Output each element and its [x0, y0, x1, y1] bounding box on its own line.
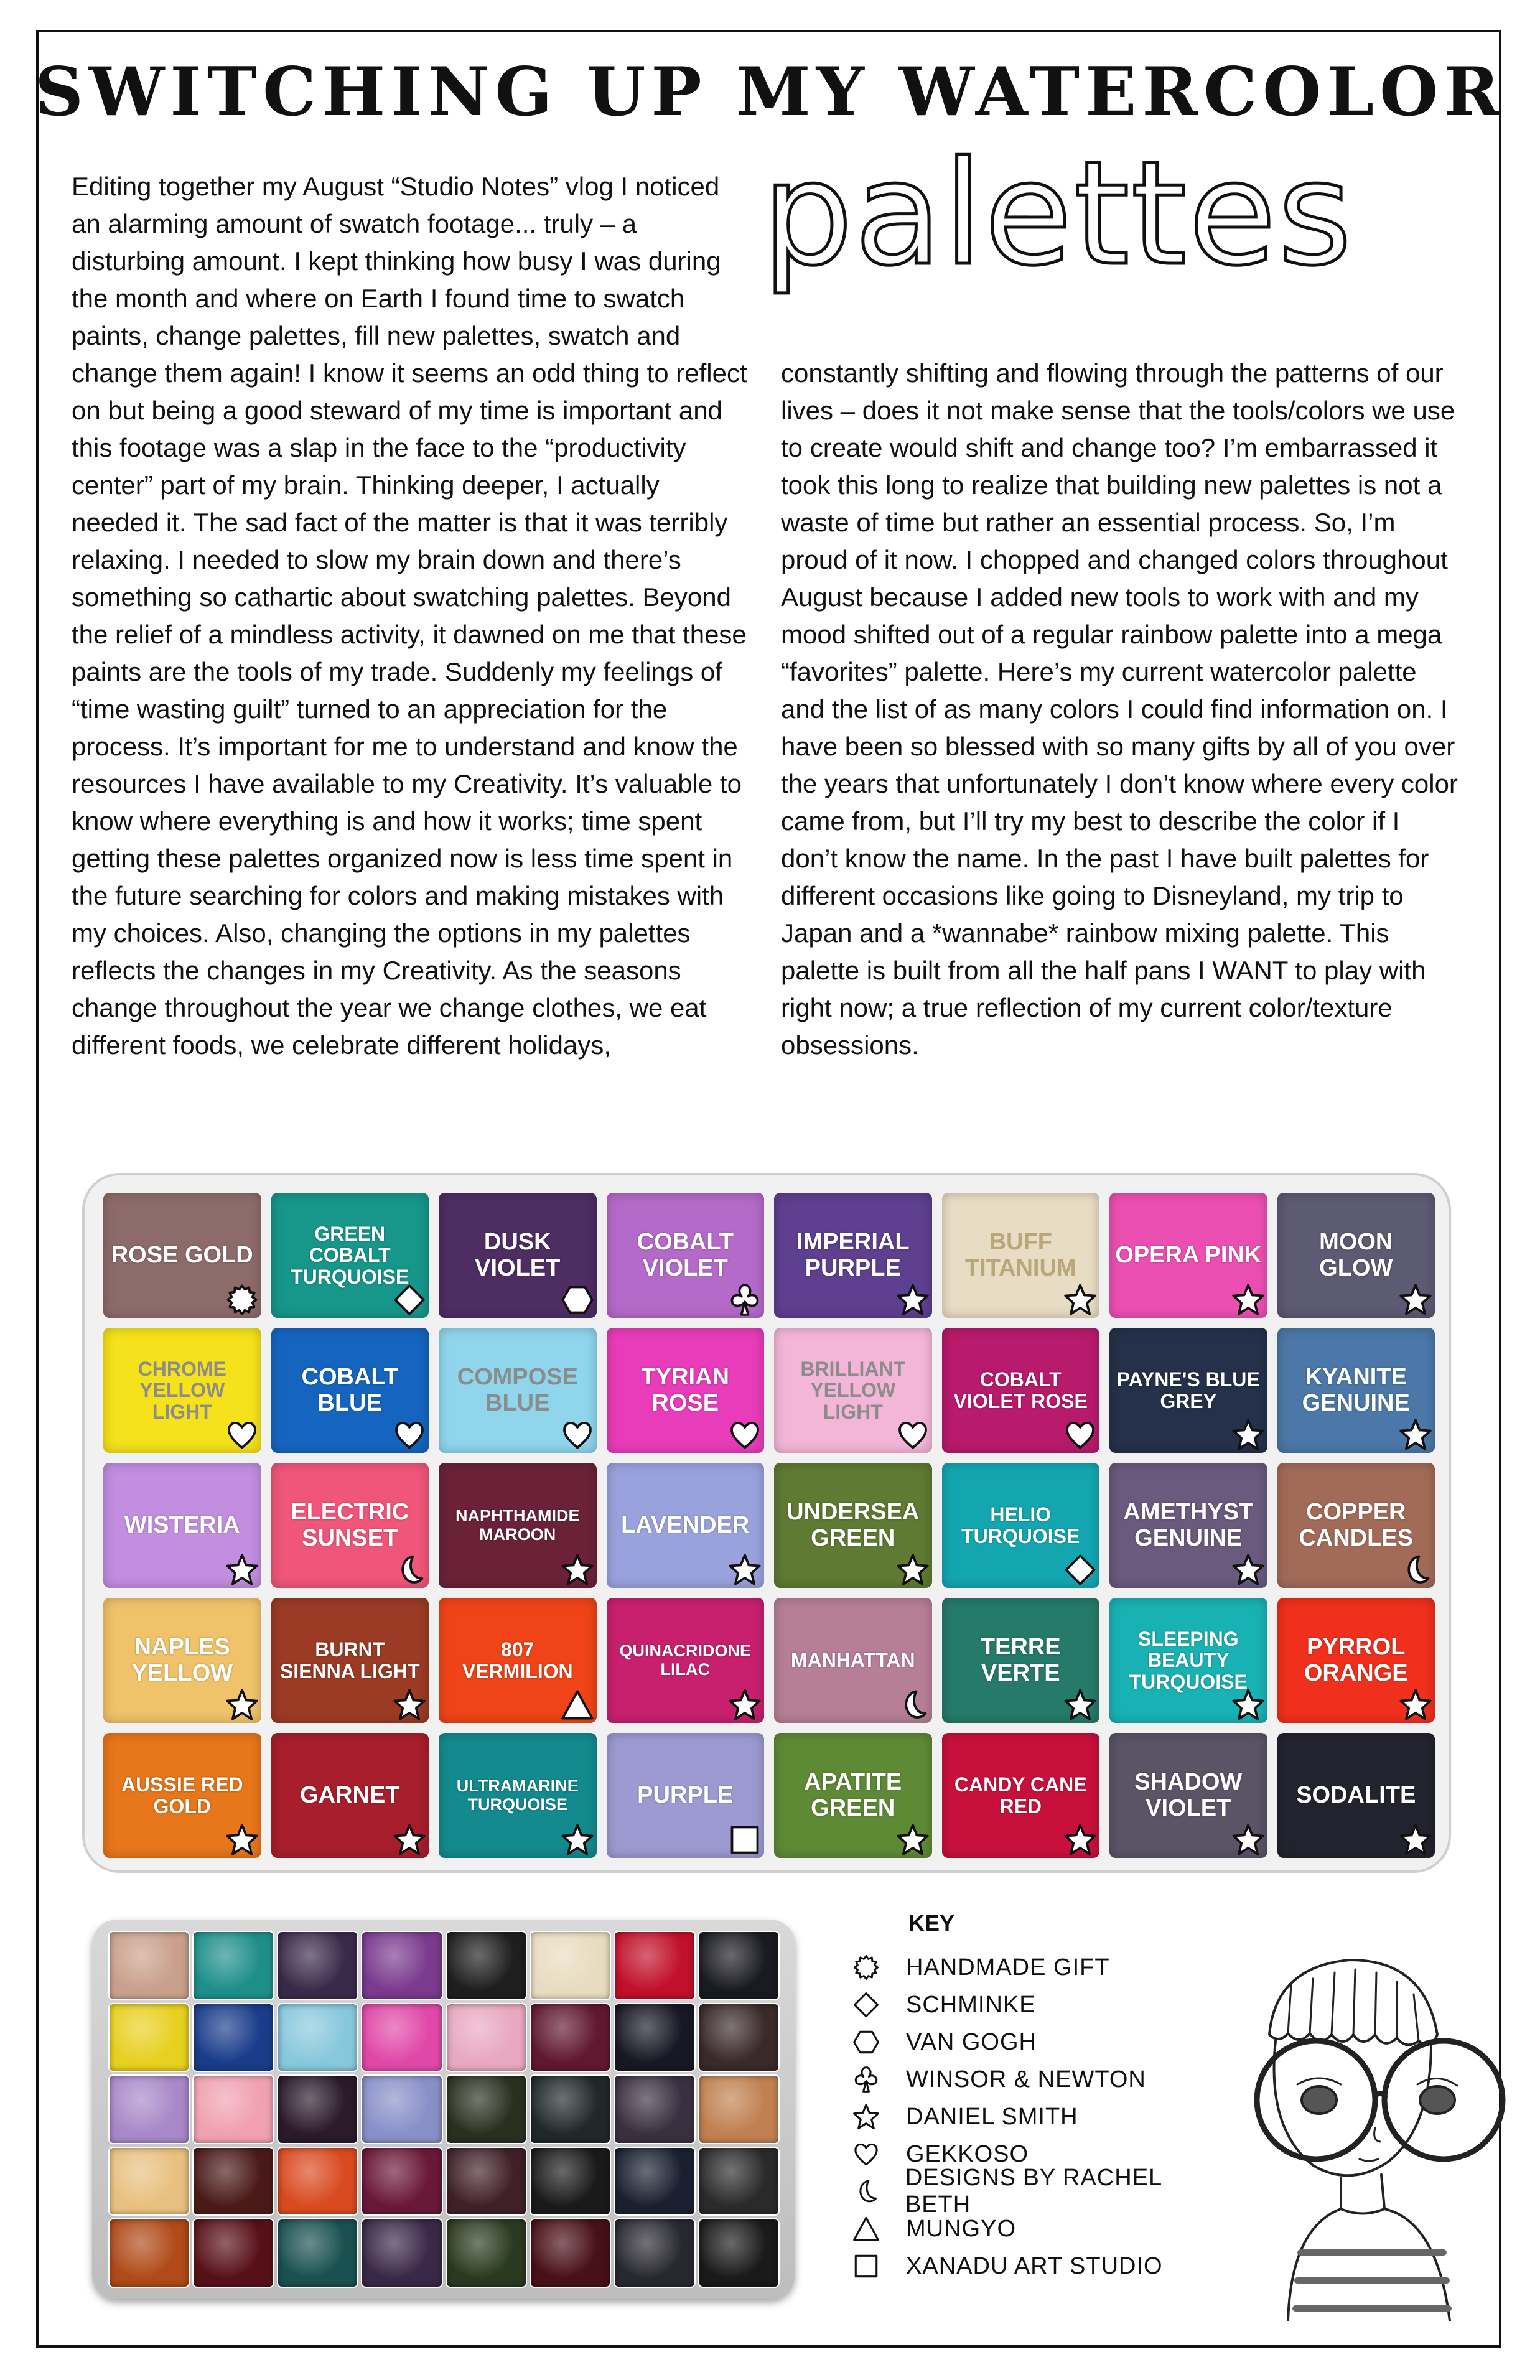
tin-pan [362, 2219, 441, 2287]
swatch-cobalt-violet-rose [942, 1328, 1100, 1453]
article-column-1 [72, 168, 750, 1064]
tin-pan [278, 2219, 357, 2287]
tin-pan [447, 2076, 526, 2143]
star-icon [1231, 1553, 1265, 1587]
star-icon [1231, 1823, 1265, 1857]
key-item-label: MUNGYO [906, 2215, 1016, 2242]
swatch-moon-glow [1277, 1193, 1435, 1318]
swatch-pyrrol-orange [1277, 1598, 1435, 1723]
star-icon [852, 2103, 880, 2130]
swatch-label: ULTRAMARINE TURQUOISE [456, 1776, 579, 1814]
star-icon [225, 1688, 259, 1722]
tin-pan [362, 2076, 441, 2143]
swatch-kyanite-genuine [1277, 1328, 1435, 1453]
swatch-label: NAPHTHAMIDE MAROON [455, 1506, 580, 1544]
triangle-icon [852, 2215, 880, 2242]
swatch-label: SODALITE [1296, 1781, 1416, 1808]
tin-pan [531, 2148, 610, 2215]
gear-icon [852, 1954, 880, 1981]
swatch-label: CANDY CANE RED [954, 1773, 1087, 1818]
swatch-naphthamide-maroon [439, 1463, 597, 1588]
tin-pan [110, 2076, 189, 2143]
swatch-label: AUSSIE RED GOLD [121, 1773, 243, 1818]
star-icon [1399, 1418, 1432, 1452]
key-item-star [852, 2098, 1078, 2135]
moon-icon [852, 2178, 879, 2205]
swatch-label: CHROME YELLOW LIGHT [138, 1357, 226, 1423]
swatch-label: ROSE GOLD [111, 1241, 253, 1268]
swatch-sodalite [1277, 1733, 1435, 1858]
tin-pan [531, 2076, 610, 2143]
tin-pan [699, 2004, 778, 2071]
swatch-palette [82, 1173, 1451, 1873]
swatch-chrome-yellow-light [103, 1328, 261, 1453]
heart-icon [393, 1418, 426, 1452]
swatch-label: APATITE GREEN [804, 1769, 902, 1821]
swatch-lavender [607, 1463, 765, 1588]
swatch-label: GARNET [300, 1781, 400, 1808]
page-title: SWITCHING UP MY WATERCOLOR [35, 53, 1505, 131]
star-icon [728, 1553, 762, 1587]
swatch-naples-yellow [103, 1598, 261, 1723]
tin-pan [110, 2148, 189, 2215]
article-text-1: Editing together my August “Studio Notes” vlog I noticed an alarming amount of swatch footage... truly – a disturbing amount. I kept thinking how busy I was during the month and where on Earth I found time to swatch paints, change palettes, fill new palettes, swatch and change them again! I know it seems an odd thing to reflect on but being a good steward of my time is important and this footage was a slap in the face to the “productivity center” part of my brain. Thinking deeper, I actually needed it. The sad fact of the matter is that it was terribly relaxing. I needed to slow my brain down and there’s something so cathartic about swatching palettes. Beyond the relief of a mindless activity, it dawned on me that these paints are the tools of my trade. Suddenly my feelings of “time wasting guilt” turned to an appreciation for the process. It’s important for me to understand and know the resources I have available to my Creativity. It’s valuable to know where everything is and how it works; time spent getting these palettes organized now is less time spent in the future searching for colors and making mistakes with my choices. Also, changing the options in my palettes reflects the changes in my Creativity. As the seasons change throughout the year we change clothes, we eat different foods, we celebrate different holidays, [72, 172, 747, 1060]
swatch-aussie-red-gold [103, 1733, 261, 1858]
star-icon [393, 1688, 426, 1722]
swatch-cobalt-violet [607, 1193, 765, 1318]
moon-icon [393, 1553, 426, 1587]
star-icon [728, 1688, 762, 1722]
swatch-label: ELECTRIC SUNSET [291, 1499, 409, 1551]
star-icon [1063, 1688, 1097, 1722]
key-item-label: WINSOR & NEWTON [906, 2066, 1146, 2093]
hexagon-icon [852, 2028, 880, 2056]
star-icon [1399, 1823, 1432, 1857]
swatch-ultramarine-turquoise [439, 1733, 597, 1858]
tin-pan [362, 1932, 441, 1999]
swatch-label: UNDERSEA GREEN [786, 1499, 920, 1551]
tin-pan [110, 1932, 189, 1999]
heart-icon [1063, 1418, 1097, 1452]
swatch-shadow-violet [1109, 1733, 1267, 1858]
swatch-tyrian-rose [607, 1328, 765, 1453]
swatch-label: PYRROL ORANGE [1304, 1634, 1408, 1686]
palette-tin-photo [92, 1920, 795, 2299]
heart-icon [896, 1418, 930, 1452]
gear-icon [225, 1283, 259, 1317]
tin-pan [194, 2076, 273, 2143]
star-icon [896, 1823, 930, 1857]
tin-pan [531, 2004, 610, 2071]
girl-with-glasses-illustration [1182, 1941, 1506, 2321]
key-item-label: VAN GOGH [906, 2028, 1037, 2055]
swatch-compose-blue [439, 1328, 597, 1453]
star-icon [896, 1553, 930, 1587]
swatch-label: HELIO TURQUOISE [961, 1503, 1080, 1547]
swatch-label: BUFF TITANIUM [964, 1229, 1076, 1281]
swatch-terre-verte [942, 1598, 1100, 1723]
star-icon [1063, 1283, 1097, 1317]
swatch-burnt-sienna-light [271, 1598, 429, 1723]
swatch-quinacridone-lilac [607, 1598, 765, 1723]
swatch-rose-gold [103, 1193, 261, 1318]
triangle-icon [561, 1688, 594, 1722]
swatch-dusk-violet [439, 1193, 597, 1318]
key-item-diamond [852, 1986, 1036, 2023]
key-item-club [852, 2061, 1146, 2098]
tin-pan [278, 2076, 357, 2143]
title-word-palettes: palettes [762, 131, 1354, 297]
star-icon [561, 1823, 594, 1857]
swatch-label: KYANITE GENUINE [1302, 1364, 1410, 1416]
star-icon [225, 1823, 259, 1857]
swatch-label: OPERA PINK [1115, 1241, 1262, 1268]
swatch-label: PURPLE [637, 1781, 734, 1808]
key-item-label: DESIGNS BY RACHEL BETH [905, 2165, 1162, 2218]
swatch-label: 807 VERMILION [462, 1638, 573, 1682]
square-icon [852, 2252, 880, 2280]
swatch-cobalt-blue [271, 1328, 429, 1453]
star-icon [1231, 1688, 1265, 1722]
swatch-label: WISTERIA [124, 1511, 240, 1538]
square-icon [728, 1823, 762, 1857]
star-icon [1063, 1823, 1097, 1857]
tin-pan [278, 1932, 357, 1999]
swatch-label: GREEN COBALT TURQUOISE [291, 1222, 409, 1288]
club-icon [852, 2066, 880, 2093]
star-icon [561, 1553, 594, 1587]
tin-pan [447, 1932, 526, 1999]
heart-icon [225, 1418, 259, 1452]
tin-pan [615, 1932, 694, 1999]
article-column-2 [781, 355, 1459, 1064]
tin-pan [615, 2219, 694, 2287]
swatch-label: TERRE VERTE [980, 1634, 1061, 1686]
swatch-807-vermilion [439, 1598, 597, 1723]
heart-icon [852, 2140, 880, 2168]
tin-pan [699, 2219, 778, 2287]
tin-pan [699, 2076, 778, 2143]
tin-pan [194, 2219, 273, 2287]
star-icon [1231, 1418, 1265, 1452]
key-item-square [852, 2247, 1163, 2285]
swatch-label: BURNT SIENNA LIGHT [279, 1638, 420, 1682]
swatch-imperial-purple [774, 1193, 932, 1318]
moon-icon [1399, 1553, 1432, 1587]
swatch-manhattan [774, 1598, 932, 1723]
swatch-label: MANHATTAN [790, 1649, 915, 1672]
tin-pan [194, 2148, 273, 2215]
key-item-hexagon [852, 2023, 1037, 2061]
tin-pan [194, 1932, 273, 1999]
swatch-label: AMETHYST GENUINE [1123, 1499, 1254, 1551]
key-item-triangle [852, 2210, 1016, 2247]
key-item-moon [852, 2165, 1226, 2218]
key-item-label: GEKKOSO [906, 2140, 1029, 2167]
swatch-label: COBALT BLUE [301, 1364, 398, 1416]
swatch-label: MOON GLOW [1319, 1229, 1393, 1281]
star-icon [1399, 1283, 1432, 1317]
tin-pan [278, 2148, 357, 2215]
key-title: KEY [908, 1910, 955, 1936]
tin-pans-grid [110, 1932, 778, 2287]
star-icon [896, 1283, 930, 1317]
diamond-icon [1063, 1553, 1097, 1587]
swatch-apatite-green [774, 1733, 932, 1858]
moon-icon [896, 1688, 930, 1722]
diamond-icon [852, 1991, 880, 2018]
star-icon [1399, 1688, 1432, 1722]
swatch-amethyst-genuine [1109, 1463, 1267, 1588]
tin-pan [531, 2219, 610, 2287]
tin-pan [615, 2004, 694, 2071]
key-item-label: XANADU ART STUDIO [906, 2252, 1163, 2279]
swatch-brilliant-yellow-light [774, 1328, 932, 1453]
heart-icon [728, 1418, 762, 1452]
swatch-garnet [271, 1733, 429, 1858]
tin-pan [278, 2004, 357, 2071]
tin-pan [615, 2076, 694, 2143]
swatch-green-cobalt-turquoise [271, 1193, 429, 1318]
swatch-helio-turquoise [942, 1463, 1100, 1588]
swatch-label: COBALT VIOLET ROSE [953, 1368, 1088, 1412]
swatch-candy-cane-red [942, 1733, 1100, 1858]
key-item-label: SCHMINKE [906, 1991, 1036, 2018]
swatch-wisteria [103, 1463, 261, 1588]
star-icon [225, 1553, 259, 1587]
tin-pan [615, 2148, 694, 2215]
swatch-label: SHADOW VIOLET [1134, 1769, 1243, 1821]
tin-pan [699, 2148, 778, 2215]
tin-pan [110, 2004, 189, 2071]
key-item-label: DANIEL SMITH [906, 2103, 1078, 2130]
key-item-gear [852, 1949, 1110, 1986]
swatch-electric-sunset [271, 1463, 429, 1588]
swatch-label: COBALT VIOLET [637, 1229, 734, 1281]
swatch-label: PAYNE'S BLUE GREY [1116, 1368, 1260, 1412]
swatch-label: DUSK VIOLET [475, 1229, 561, 1281]
swatch-label: BRILLIANT YELLOW LIGHT [800, 1357, 906, 1423]
tin-pan [110, 2219, 189, 2287]
tin-pan [362, 2004, 441, 2071]
swatch-sleeping-beauty-turquoise [1109, 1598, 1267, 1723]
tin-pan [362, 2148, 441, 2215]
swatch-label: SLEEPING BEAUTY TURQUOISE [1129, 1627, 1248, 1693]
swatch-opera-pink [1109, 1193, 1267, 1318]
diamond-icon [393, 1283, 426, 1317]
tin-pan [699, 1932, 778, 1999]
swatch-label: COMPOSE BLUE [457, 1364, 578, 1416]
tin-pan [531, 1932, 610, 1999]
tin-pan [447, 2148, 526, 2215]
hexagon-icon [561, 1283, 594, 1317]
article-text-2: constantly shifting and flowing through the patterns of our lives – does it not make sense that the tools/colors we use to create would shift and change too? I’m embarrassed it took this long to realize that building new palettes is not a waste of time but rather an essential process. So, I’m proud of it now. I chopped and changed colors throughout August because I added new tools to work with and my mood shifted out of a regular rainbow palette into a mega “favorites” palette. Here’s my current watercolor palette and the list of as many colors I could find information on. I have been so blessed with so many gifts by all of you over the years that unfortunately I don’t know where every color came from, but I’ll try my best to describe the color if I don’t know the name. In the past I have built palettes for different occasions like going to Disneyland, my trip to Japan and a *wannabe* rainbow mixing palette. This palette is built from all the half pans I WANT to play with right now; a true reflection of my current color/texture obsessions. [781, 358, 1458, 1060]
swatch-label: TYRIAN ROSE [641, 1364, 729, 1416]
heart-icon [561, 1418, 594, 1452]
tin-pan [194, 2004, 273, 2071]
swatch-label: LAVENDER [621, 1511, 750, 1538]
swatch-label: IMPERIAL PURPLE [796, 1229, 910, 1281]
tin-pan [447, 2219, 526, 2287]
swatch-label: NAPLES YELLOW [131, 1634, 233, 1686]
swatch-payne-s-blue-grey [1109, 1328, 1267, 1453]
star-icon [1231, 1283, 1265, 1317]
star-icon [393, 1823, 426, 1857]
swatch-undersea-green [774, 1463, 932, 1588]
key-item-label: HANDMADE GIFT [906, 1954, 1110, 1981]
swatch-copper-candles [1277, 1463, 1435, 1588]
club-icon [728, 1283, 762, 1317]
swatch-buff-titanium [942, 1193, 1100, 1318]
swatch-label: QUINACRIDONE LILAC [619, 1641, 751, 1679]
tin-pan [447, 2004, 526, 2071]
swatch-label: COPPER CANDLES [1299, 1499, 1414, 1551]
swatch-purple [607, 1733, 765, 1858]
